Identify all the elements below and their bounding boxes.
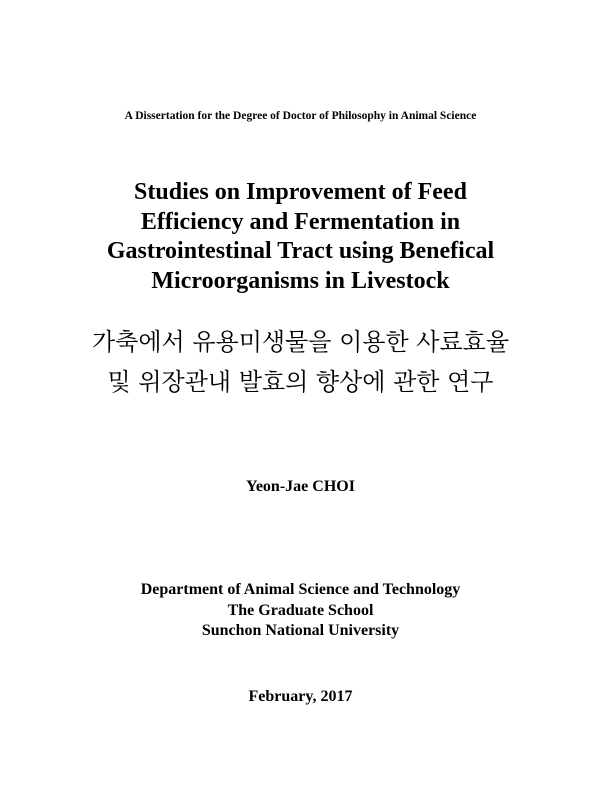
english-title-line: Gastrointestinal Tract using Benefical [106, 238, 495, 264]
submission-date: February, 2017 [248, 688, 353, 705]
english-title-line: Studies on Improvement of Feed [134, 179, 467, 205]
affiliation-block [0, 580, 601, 642]
graduate-school-name: The Graduate School [227, 601, 374, 619]
department-name: Department of Animal Science and Technology [140, 581, 461, 598]
korean-title-line: 및 위장관내 발효의 향상에 관한 연구 [107, 368, 494, 396]
korean-title [0, 322, 601, 402]
degree-statement: A Dissertation for the Degree of Doctor of Philosophy in Animal Science [124, 110, 477, 122]
author-name: Yeon-Jae CHOI [246, 478, 355, 495]
korean-title-line: 가축에서 유용미생물을 이용한 사료효율 [91, 328, 509, 356]
english-title-line: Efficiency and Fermentation in [140, 208, 461, 235]
english-title [0, 178, 601, 296]
english-title-line: Microorganisms in Livestock [151, 267, 450, 294]
university-name: Sunchon National University [201, 622, 400, 639]
